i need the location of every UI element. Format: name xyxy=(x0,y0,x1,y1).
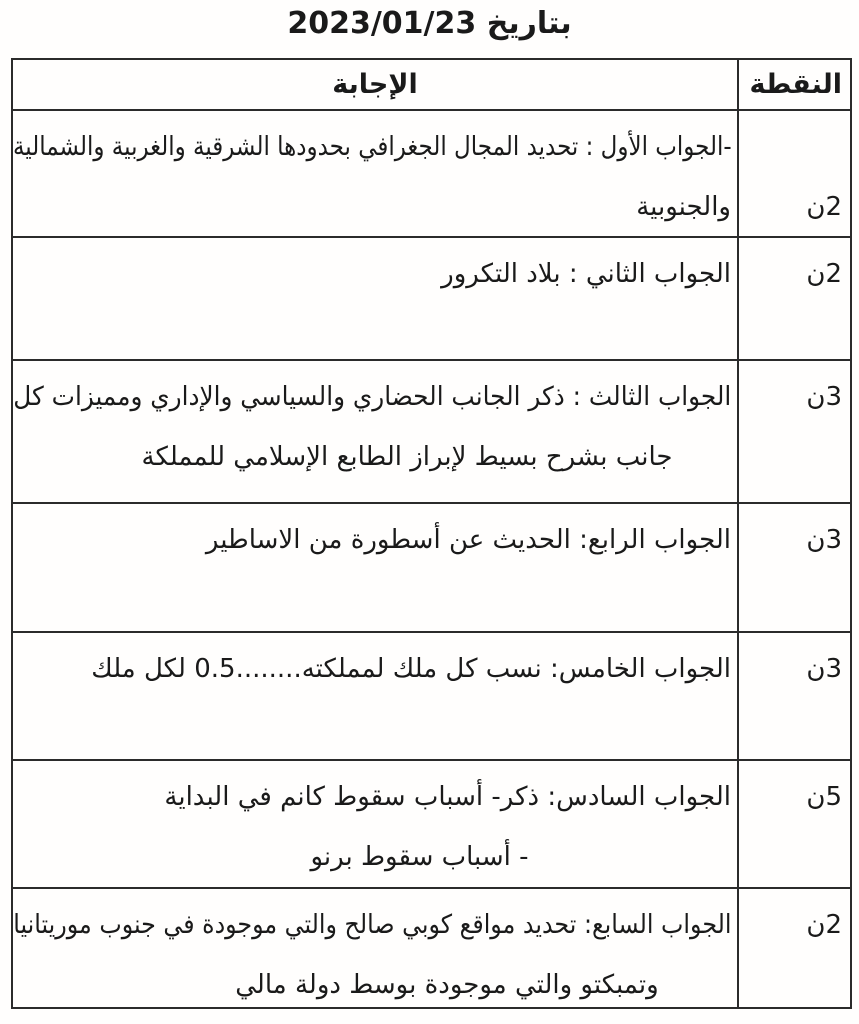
points-cell xyxy=(737,111,850,236)
points-value: 2ن xyxy=(806,192,842,222)
answer-line: جانب بشرح بسيط لإبراز الطابع الإسلامي للمملكة xyxy=(141,442,673,472)
table-row xyxy=(13,111,850,238)
answer-line: الجواب السادس: ذكر- أسباب سقوط كانم في البداية xyxy=(164,782,731,812)
answer-line: الجواب الثالث : ذكر الجانب الحضاري والسياسي والإداري ومميزات كل xyxy=(13,382,732,412)
answer-column-header: الإجابة xyxy=(332,69,418,100)
points-value: 3ن xyxy=(806,382,842,412)
answer-cell xyxy=(13,111,737,236)
answer-line: والجنوبية xyxy=(636,192,731,222)
points-value: 3ن xyxy=(806,525,842,555)
points-value: 5ن xyxy=(806,782,842,812)
table-row xyxy=(13,761,850,889)
answer-cell xyxy=(13,761,737,887)
table-row xyxy=(13,889,850,1007)
points-cell xyxy=(737,761,850,887)
table-row xyxy=(13,238,850,361)
answer-line: الجواب السابع: تحديد مواقع كوبي صالح والتي موجودة في جنوب موريتانيا xyxy=(13,910,732,940)
answer-line: الجواب الثاني : بلاد التكرور xyxy=(441,259,731,289)
points-cell xyxy=(737,633,850,759)
points-column-header: النقطة xyxy=(737,60,850,109)
answer-line: الجواب الرابع: الحديث عن أسطورة من الاساطير xyxy=(205,525,731,555)
points-value: 2ن xyxy=(806,910,842,940)
table-row xyxy=(13,504,850,633)
answer-cell xyxy=(13,504,737,631)
answer-cell xyxy=(13,238,737,359)
points-cell xyxy=(737,504,850,631)
answers-table xyxy=(11,58,852,1009)
table-row xyxy=(13,361,850,504)
points-cell xyxy=(737,361,850,502)
table-header-row xyxy=(13,60,850,111)
points-value: 3ن xyxy=(806,654,842,684)
answer-cell xyxy=(13,889,737,1007)
document-date-title: بتاريخ 2023/01/23 xyxy=(287,6,572,41)
answer-cell xyxy=(13,361,737,502)
answer-cell xyxy=(13,633,737,759)
table-row xyxy=(13,633,850,761)
answer-line: الجواب الخامس: نسب كل ملك لمملكته........0.5 لكل ملك xyxy=(91,654,731,684)
points-cell xyxy=(737,889,850,1007)
answer-line: -الجواب الأول : تحديد المجال الجغرافي بحدودها الشرقية والغربية والشمالية xyxy=(13,132,732,162)
points-value: 2ن xyxy=(806,259,842,289)
answer-line: - أسباب سقوط برنو xyxy=(310,842,529,872)
answer-line: وتمبكتو والتي موجودة بوسط دولة مالي xyxy=(235,970,659,1000)
points-cell xyxy=(737,238,850,359)
